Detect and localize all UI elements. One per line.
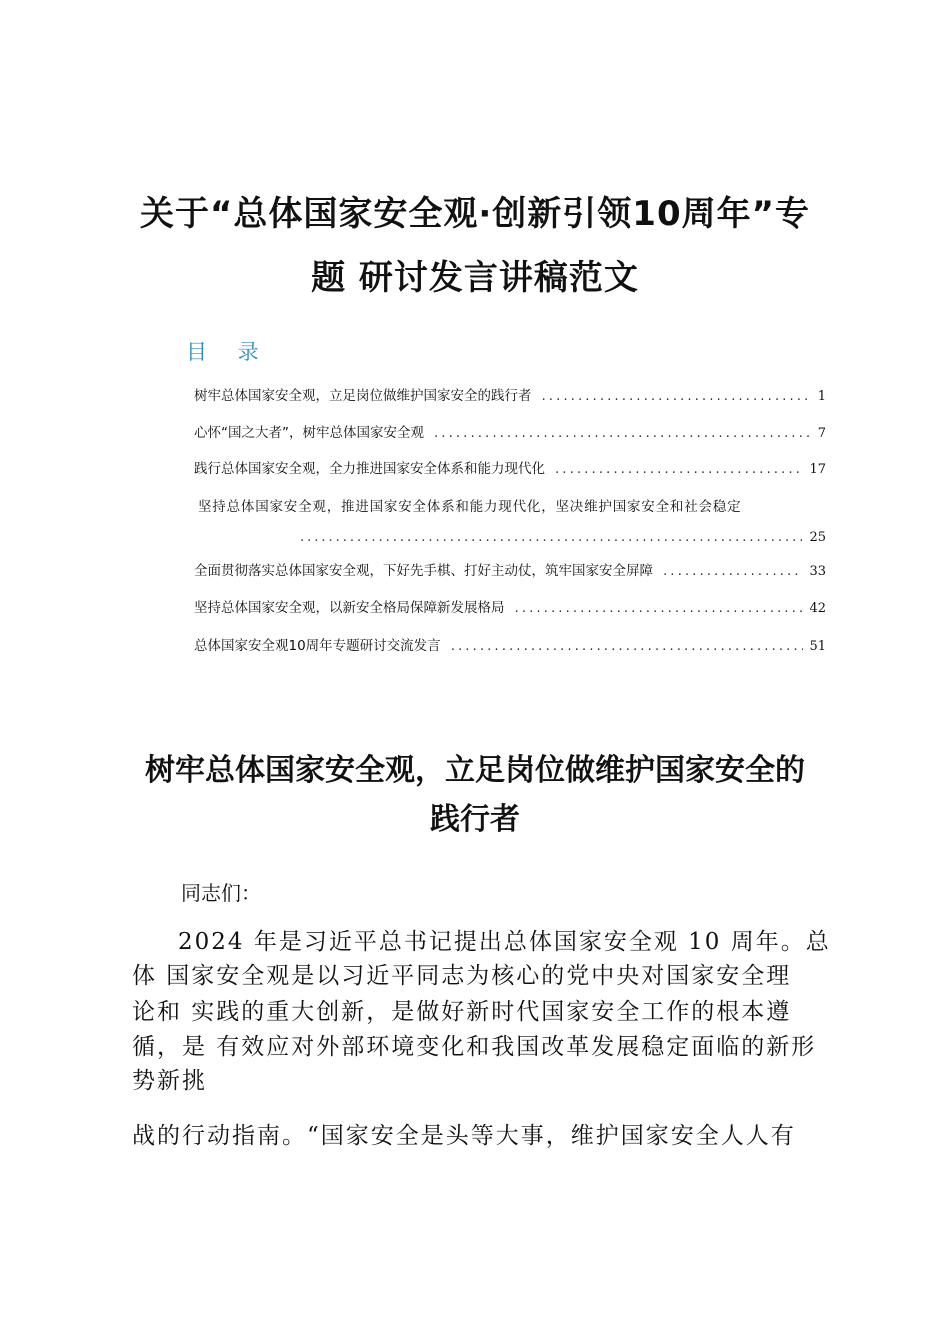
toc-item-page: 42 [809, 601, 826, 616]
greeting: 同志们： [181, 881, 261, 905]
toc-item-text: 坚持总体国家安全观，推进国家安全体系和能力现代化，坚决维护国家安全和社会稳定 [198, 499, 742, 515]
toc-heading: 目 录 [186, 340, 271, 364]
toc-leader-dots [451, 636, 804, 656]
toc-leader-dots [555, 459, 803, 479]
body-line: 论和 实践的重大创新，是做好新时代国家安全工作的根本遵 [132, 999, 792, 1025]
toc-item-text: 践行总体国家安全观，全力推进国家安全体系和能力现代化 [194, 461, 545, 477]
toc-item-3[interactable] [194, 459, 826, 479]
toc-leader-dots [663, 561, 803, 581]
body-line: 2024 年是习近平总书记提出总体国家安全观 10 周年。总 [178, 929, 831, 955]
body-line-text: 循，是 有效应对外部环境变化和我国改革发展稳定面临的新形势新挑 [132, 1034, 817, 1094]
body-line [132, 1030, 822, 1098]
document-title-line2: 题 研讨发言讲稿范文 [311, 258, 639, 298]
toc-item-7[interactable] [194, 636, 826, 656]
toc-item-page: 25 [809, 530, 826, 545]
toc-item-text: 全面贯彻落实总体国家安全观，下好先手棋、打好主动仗，筑牢国家安全屏障 [194, 563, 653, 579]
toc-item-6[interactable] [194, 598, 826, 618]
toc-item-2[interactable] [194, 423, 826, 443]
toc-item-1[interactable] [194, 386, 826, 406]
toc-item-page: 1 [817, 389, 826, 404]
body-line: 战的行动指南。“国家安全是头等大事，维护国家安全人人有 [132, 1123, 796, 1149]
toc-item-text: 心怀“国之大者”，树牢总体国家安全观 [194, 425, 424, 441]
toc-leader-dots [434, 423, 812, 443]
body-line: 体 国家安全观是以习近平同志为核心的党中央对国家安全理 [132, 963, 792, 989]
section-title-line2: 践行者 [430, 802, 520, 837]
toc-item-text: 总体国家安全观10周年专题研讨交流发言 [194, 638, 441, 654]
toc-item-5[interactable] [194, 561, 826, 581]
toc-item-page: 7 [817, 426, 826, 441]
toc-item-page: 17 [809, 462, 826, 477]
toc-leader-dots [515, 598, 804, 618]
toc-item-continuation [300, 528, 826, 548]
section-title-line1: 树牢总体国家安全观，立足岗位做维护国家安全的 [145, 753, 805, 788]
toc-item-page: 33 [809, 564, 826, 579]
toc-item-text: 树牢总体国家安全观，立足岗位做维护国家安全的践行者 [194, 388, 532, 404]
document-title-line1: 关于“总体国家安全观·创新引领10周年”专 [140, 194, 810, 234]
toc-leader-dots [300, 528, 803, 548]
toc-leader-dots [542, 386, 812, 406]
toc-item-text: 坚持总体国家安全观，以新安全格局保障新发展格局 [194, 600, 505, 616]
toc-item-page: 51 [809, 639, 826, 654]
